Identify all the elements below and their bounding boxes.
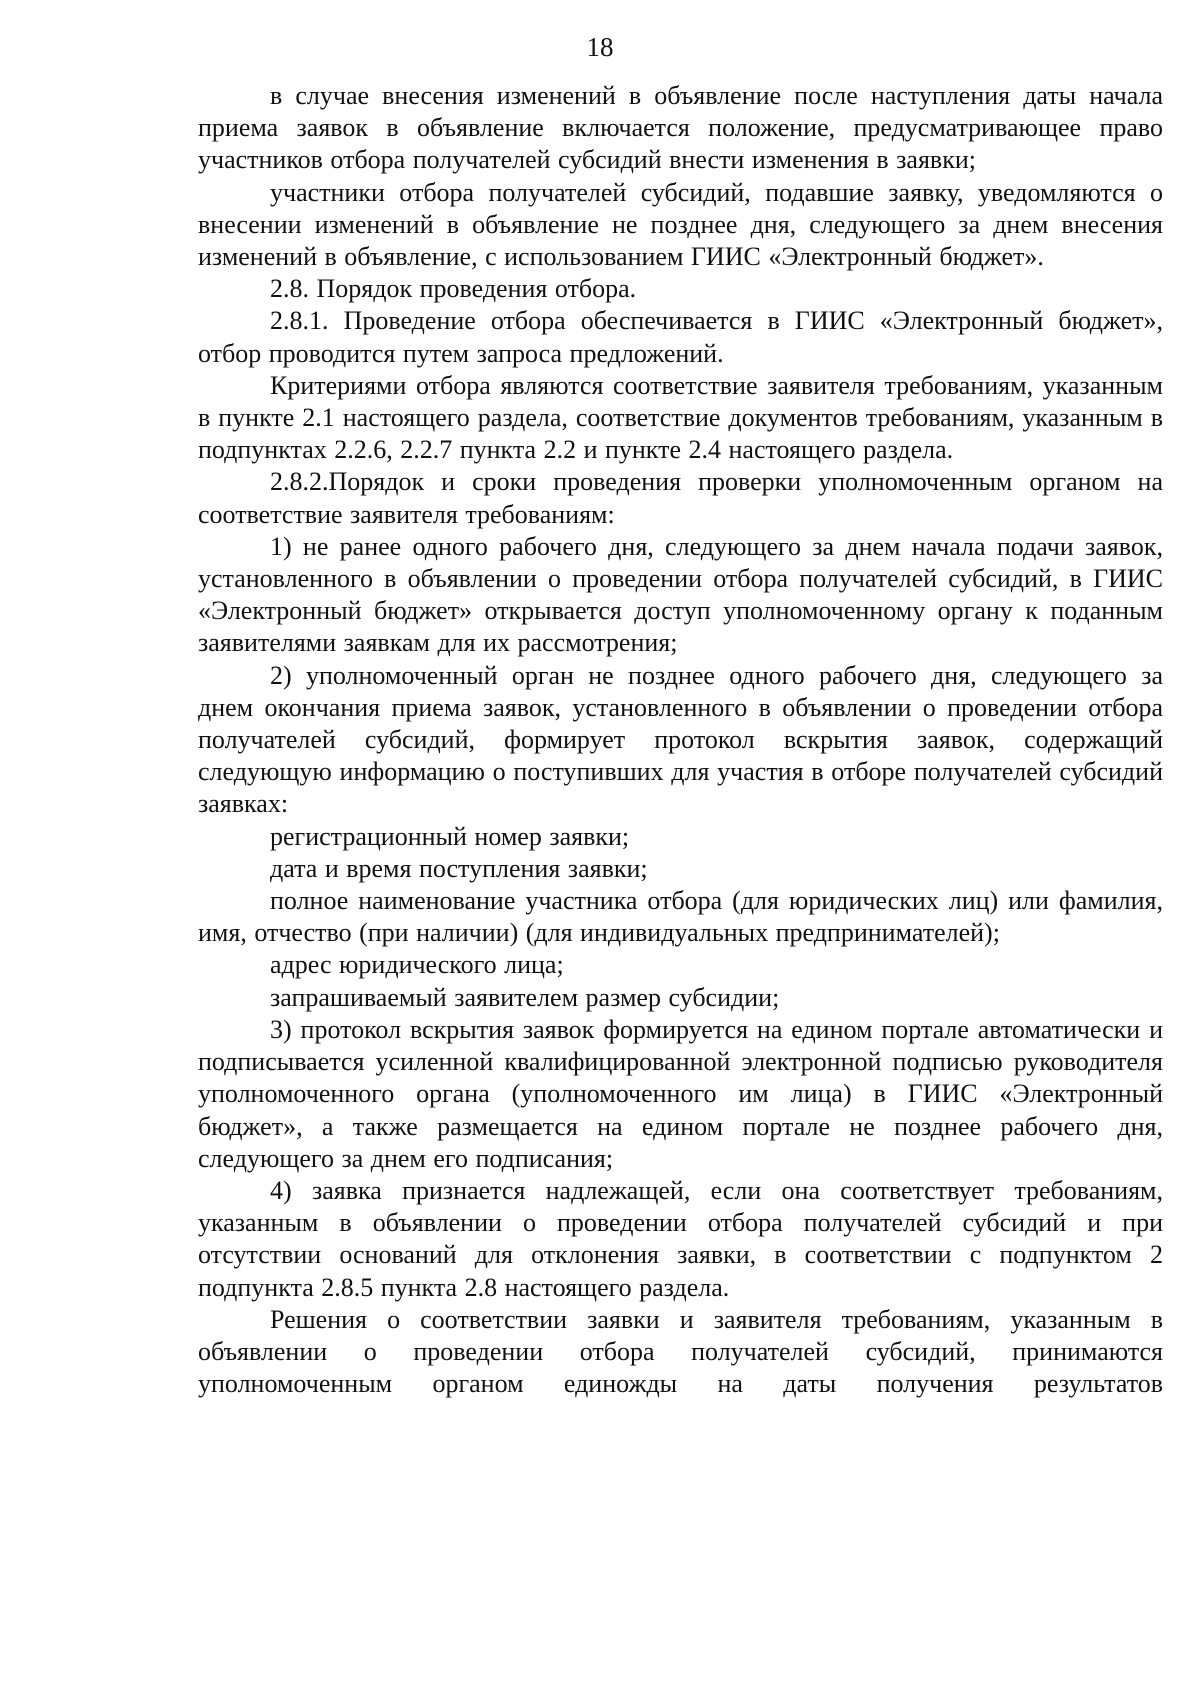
paragraph-2-8-1: 2.8.1. Проведение отбора обеспечивается в ГИИС «Электронный бюджет», отбор проводится путем запроса предложений.	[198, 306, 1163, 368]
list-item-3: 3) протокол вскрытия заявок формируется на едином портале автоматически и подписывается усиленной квалифицированной электронной подписью руководителя уполномоченного органа (уполномоченного им лица) в ГИИС «Электронный бюджет», а также размещается на едином портале не позднее рабочего дня, следующего за днем его подписания;	[198, 1014, 1163, 1173]
protocol-field-registration-number: регистрационный номер заявки;	[270, 821, 630, 851]
paragraph-decisions: Решения о соответствии заявки и заявителя требованиям, указанным в объявлении о проведении отбора получателей субсидий, принимаются уполномоченным органом единожды на даты получения результатов	[198, 1304, 1163, 1399]
protocol-field-full-name: полное наименование участника отбора (для юридических лиц) или фамилия, имя, отчество (при наличии) (для индивидуальных предпринимателей);	[198, 886, 1163, 948]
paragraph-participants-notified: участники отбора получателей субсидий, подавшие заявку, уведомляются о внесении изменений в объявление не позднее дня, следующего за днем внесения изменений в объявление, с использованием ГИИС «Электронный бюджет».	[198, 177, 1163, 272]
list-item-2: 2) уполномоченный орган не позднее одного рабочего дня, следующего за днем окончания приема заявок, установленного в объявлении о проведении отбора получателей субсидий, формирует протокол вскрытия заявок, содержащий следующую информацию о поступивших для участия в отборе получателей субсидий заявках:	[198, 660, 1163, 819]
paragraph-selection-criteria: Критериями отбора являются соответствие заявителя требованиям, указанным в пункте 2.1 настоящего раздела, соответствие документов требованиям, указанным в подпунктах 2.2.6, 2.2.7 пункта 2.2 и пункте 2.4 настоящего раздела.	[198, 370, 1163, 465]
page-number: 18	[586, 32, 614, 62]
protocol-field-requested-amount: запрашиваемый заявителем размер субсидии;	[270, 982, 780, 1012]
paragraph-2-8-2: 2.8.2.Порядок и сроки проведения проверки уполномоченным органом на соответствие заявителя требованиям:	[198, 467, 1163, 529]
protocol-field-address: адрес юридического лица;	[270, 950, 564, 980]
list-item-4: 4) заявка признается надлежащей, если она соответствует требованиям, указанным в объявлении о проведении отбора получателей субсидий и при отсутствии оснований для отклонения заявки, в соответствии с подпунктом 2 подпункта 2.8.5 пункта 2.8 настоящего раздела.	[198, 1175, 1163, 1302]
list-item-1: 1) не ранее одного рабочего дня, следующего за днем начала подачи заявок, установленного в объявлении о проведении отбора получателей субсидий, в ГИИС «Электронный бюджет» открывается доступ уполномоченному органу к поданным заявителями заявкам для их рассмотрения;	[198, 531, 1163, 658]
section-heading-2-8: 2.8. Порядок проведения отбора.	[270, 274, 637, 304]
document-body	[198, 80, 1163, 1400]
protocol-field-date-time: дата и время поступления заявки;	[270, 853, 648, 883]
paragraph-amendment-after-start: в случае внесения изменений в объявление после наступления даты начала приема заявок в объявление включается положение, предусматривающее право участников отбора получателей субсидий внести изменения в заявки;	[198, 81, 1163, 175]
